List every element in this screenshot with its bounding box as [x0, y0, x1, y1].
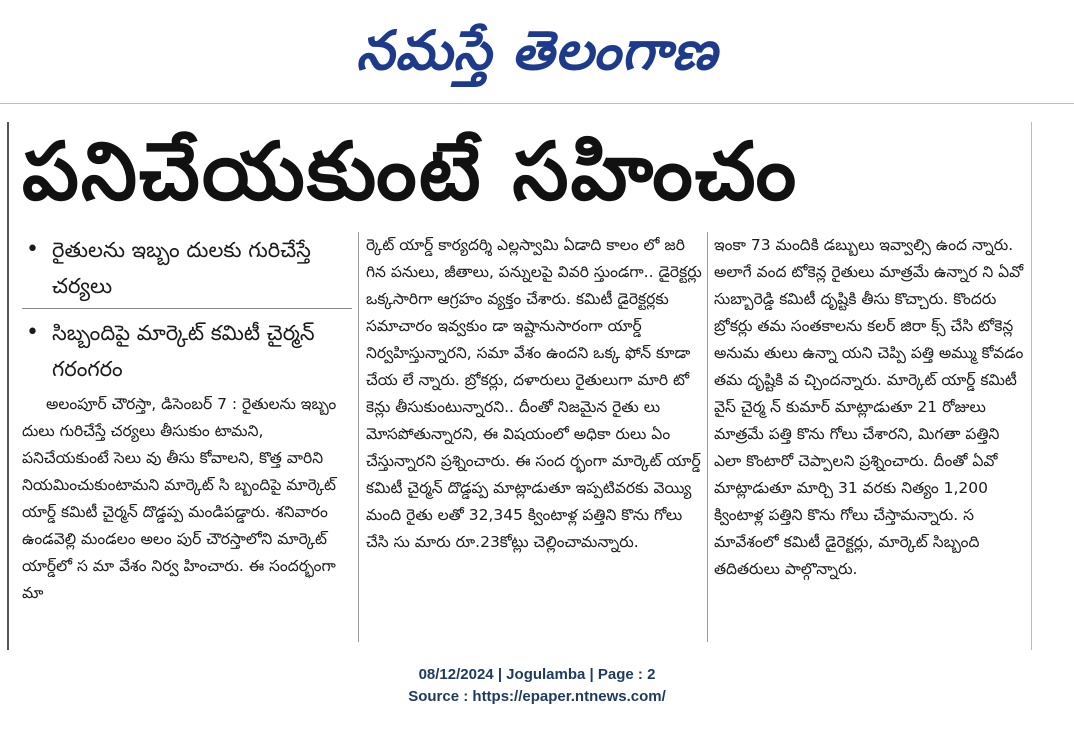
article-body-text: ఇంకా 73 మందికి డబ్బులు ఇవ్వాల్సి ఉంద న్నారు. అలాగే వంద టోకెన్ల రైతులు మాత్రమే ఉన్నార ని ఏవో సుబ్బారెడ్డి కమిటీ దృష్టికి తీసు కొచ్చారు. కొందరు బ్రోకర్లు తమ సంతకాలను కలర్ జిరా క్స్ చేసి టోకెన్ల అనుమ తులు ఉన్నా యని చెప్పి పత్తి అమ్ము కోవడం తమ దృష్టికి వ చ్చిందన్నారు. మార్కెట్ యార్డ్ కమిటీ వైస్ చైర్మ న్ కుమార్ మాట్లాడుతూ 21 రోజులు మాత్రమే పత్తి కొను గోలు చేశారని, మిగతా పత్తిని ఎలా కొంటారో చెప్పాలని ప్రశ్నించారు. దీంతో ఏవో మాట్లాడుతూ మార్చి 31 వరకు నిత్యం 1,200 క్వింటాళ్ల పత్తిని కొను గోలు చేస్తామన్నారు. స మావేశంలో కమిటీ డైరెక్టర్లు, మార్కెట్ సిబ్బంది తదితరులు పాల్గొన్నారు. [714, 236, 1024, 578]
source-url: Source : https://epaper.ntnews.com/ [408, 688, 666, 705]
bullet-icon: • [26, 237, 39, 262]
edition-info: 08/12/2024 | Jogulamba | Page : 2 [418, 666, 656, 683]
bullet-divider [22, 308, 352, 309]
column-divider [358, 232, 359, 642]
subheading-text: రైతులను ఇబ్బం దులకు గురిచేస్తే చర్యలు [52, 238, 311, 298]
article-body-text: అలంపూర్ చౌరస్తా, డిసెంబర్ 7 : రైతులను ఇబ్బం దులు గురిచేస్తే చర్యలు తీసుకుం టామని, పనిచేయకుంటే సెలు వు తీసు కోవాలని, కొత్త వారిని నియమించుకుంటామని మార్కెట్ సి బ్బందిపై మార్కెట్ యార్డ్ కమిటీ చైర్మన్ దొడ్డప్ప మండిపడ్డారు. శనివారం ఉండవెల్లి మండలం అలం పుర్ చౌరస్తాలోని మార్కెట్ యార్డ్‌లో స మా వేశం నిర్వ హించారు. ఈ సందర్భంగా మా [22, 395, 337, 602]
subheading-text: సిబ్బందిపై మార్కెట్ కమిటీ చైర్మన్ గరంగరం [52, 321, 315, 381]
source-footer [0, 664, 1074, 708]
article-headline: పనిచేయకుంటే సహించం [22, 125, 799, 218]
subheading-bullet [22, 232, 352, 304]
article-column-3 [714, 232, 1030, 583]
newspaper-logo: నమస్తే తెలంగాణ [356, 18, 718, 82]
article-column-2 [366, 232, 702, 556]
article-column-1 [22, 232, 352, 607]
subheading-bullet [22, 315, 352, 387]
masthead-divider [0, 103, 1074, 104]
article-body-text: ర్కెట్ యార్డ్ కార్యదర్శి ఎల్లస్వామి ఏడాది కాలం లో జరి గిన పనులు, జీతాలు, పన్నులపై వివరి స్తుండగా.. డైరెక్టర్లు ఒక్కసారిగా ఆగ్రహం వ్యక్తం చేశారు. కమిటీ డైరెక్టర్లకు సమాచారం ఇవ్వకుం డా ఇష్టానుసారంగా యార్డ్ నిర్వహిస్తున్నారని, సమా వేశం ఉందని ఒక్క ఫోన్ కూడా చేయ లే న్నారు. బ్రోకర్లు, దళారులు రైతులుగా మారి టో కెన్లు తీసుకుంటున్నారని.. దీంతో నిజమైన రైతు లు మోసపోతున్నారని, ఈ విషయంలో అధికా రులు ఏం చేస్తున్నారని ప్రశ్నించారు. ఈ సంద ర్భంగా మార్కెట్ యార్డ్ కమిటీ చైర్మన్ దొడ్డప్ప మాట్లాడుతూ ఇప్పటివరకు వెయ్యి మంది రైతు లతో 32,345 క్వింటాళ్ల పత్తిని కొను గోలు చేసి సు మారు రూ.23కోట్లు చెల్లించామన్నారు. [366, 236, 702, 551]
masthead [0, 0, 1074, 100]
column-divider [707, 232, 708, 642]
bullet-icon: • [26, 320, 39, 345]
